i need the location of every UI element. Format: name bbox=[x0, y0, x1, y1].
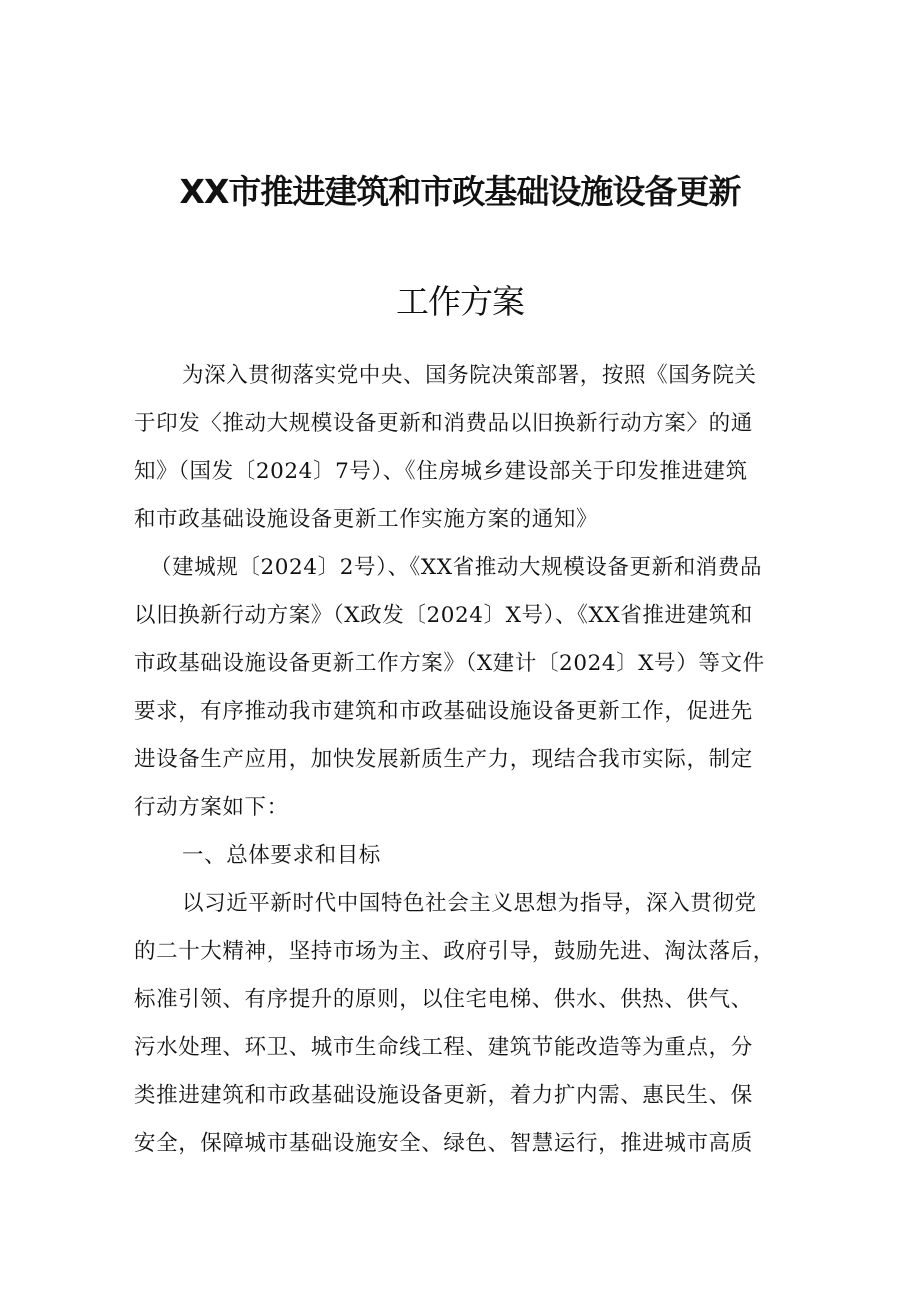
body-line: 市政基础设施设备更新工作方案》（X建计〔2024〕X号）等文件 bbox=[134, 651, 765, 676]
body-line: 行动方案如下： bbox=[134, 795, 289, 820]
body-line: 以旧换新行动方案》（X政发〔2024〕X号）、《XX省推进建筑和 bbox=[134, 603, 753, 628]
body-line: 进设备生产应用，加快发展新质生产力，现结合我市实际，制定 bbox=[134, 747, 753, 772]
document-title-line-1: XX市推进建筑和市政基础设施设备更新 bbox=[179, 172, 741, 211]
body-line: 污水处理、环卫、城市生命线工程、建筑节能改造等为重点，分 bbox=[134, 1035, 753, 1060]
body-line: 的二十大精神，坚持市场为主、政府引导，鼓励先进、淘汰落后， bbox=[134, 939, 775, 964]
body-line: 类推进建筑和市政基础设施设备更新，着力扩内需、惠民生、保 bbox=[134, 1083, 753, 1108]
body-line: 于印发〈推动大规模设备更新和消费品以旧换新行动方案〉的通 bbox=[134, 411, 753, 436]
body-line: 为深入贯彻落实党中央、国务院决策部署，按照《国务院关 bbox=[182, 363, 757, 388]
body-line: 安全，保障城市基础设施安全、绿色、智慧运行，推进城市高质 bbox=[134, 1131, 753, 1156]
section-heading: 一、总体要求和目标 bbox=[182, 843, 381, 868]
body-line: 和市政基础设施设备更新工作实施方案的通知》 bbox=[134, 507, 599, 532]
document-title-line-2: 工作方案 bbox=[396, 282, 524, 321]
body-line: 标准引领、有序提升的原则，以住宅电梯、供水、供热、供气、 bbox=[134, 987, 753, 1012]
body-line: 知》（国发〔2024〕7号）、《住房城乡建设部关于印发推进建筑 bbox=[134, 459, 748, 484]
body-line: 要求，有序推动我市建筑和市政基础设施设备更新工作，促进先 bbox=[134, 699, 753, 724]
body-line: （建城规〔2024〕2号）、《XX省推动大规模设备更新和消费品 bbox=[150, 555, 763, 580]
body-line: 以习近平新时代中国特色社会主义思想为指导，深入贯彻党 bbox=[182, 891, 757, 916]
